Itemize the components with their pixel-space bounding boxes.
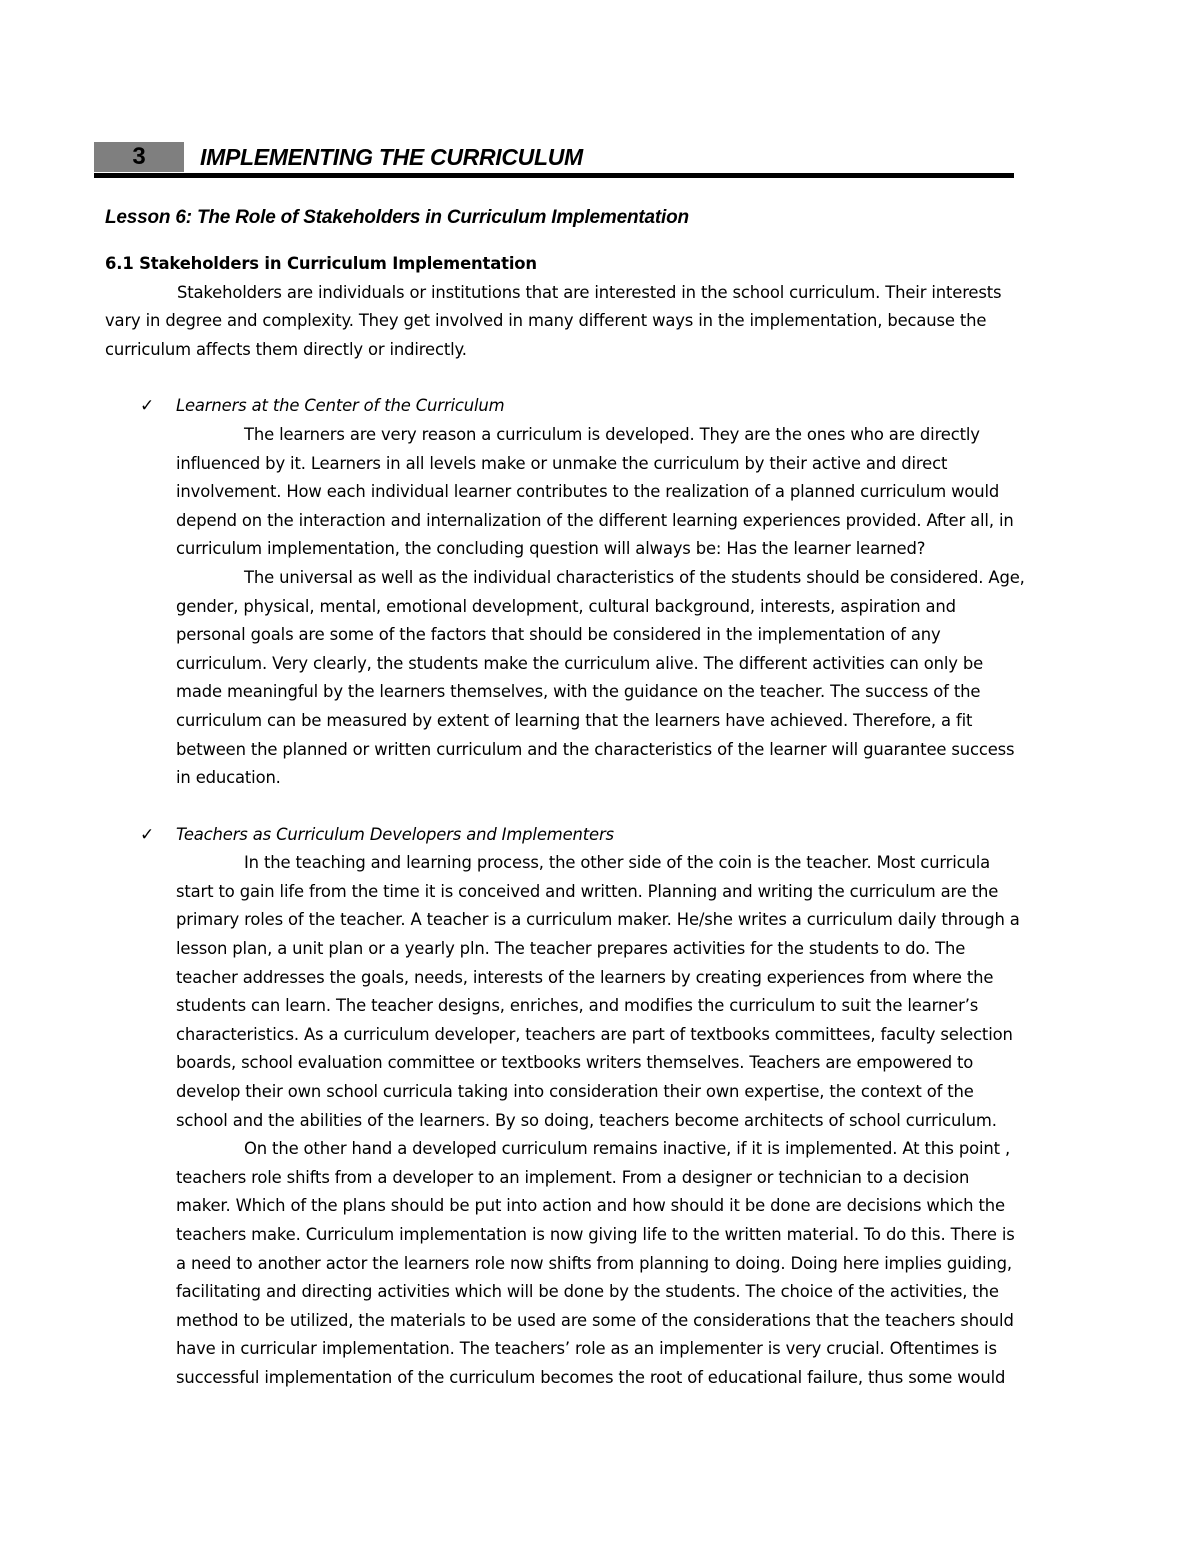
paragraph-line: successful implementation of the curriculum becomes the root of educational failure, thus some would <box>176 1367 1006 1387</box>
paragraph-line: characteristics. As a curriculum developer, teachers are part of textbooks committees, faculty selection <box>176 1024 1013 1044</box>
spacer <box>105 793 1100 821</box>
chapter-title: IMPLEMENTING THE CURRICULUM <box>200 144 583 170</box>
document-body <box>105 250 1100 1393</box>
learners-subheading <box>140 392 1100 421</box>
paragraph-line: The learners are very reason a curriculum is developed. They are the ones who are directly <box>244 424 980 444</box>
teachers-title: Teachers as Curriculum Developers and Implementers <box>176 824 614 844</box>
chapter-header <box>94 142 1014 178</box>
paragraph-line: method to be utilized, the materials to be used are some of the considerations that the teachers should <box>176 1310 1014 1330</box>
paragraph-line: Stakeholders are individuals or institutions that are interested in the school curriculum. Their interests <box>177 282 1002 302</box>
paragraph-line: boards, school evaluation committee or textbooks writers themselves. Teachers are empowered to <box>176 1053 974 1073</box>
paragraph-line: a need to another actor the learners role now shifts from planning to doing. Doing here implies guiding, <box>176 1253 1012 1273</box>
paragraph-line: depend on the interaction and internalization of the different learning experiences provided. After all, in <box>176 510 1014 530</box>
paragraph-line: teachers make. Curriculum implementation is now giving life to the written material. To do this. There is <box>176 1225 1015 1244</box>
paragraph-line: curriculum. Very clearly, the students make the curriculum alive. The different activities can only be <box>176 653 984 673</box>
paragraph-line: curriculum affects them directly or indirectly. <box>105 339 467 359</box>
paragraph-line: influenced by it. Learners in all levels make or unmake the curriculum by their active and direct <box>176 453 948 473</box>
paragraph-line: start to gain life from the time it is conceived and written. Planning and writing the curriculum are the <box>176 881 999 901</box>
paragraph-line: lesson plan, a unit plan or a yearly pln. The teacher prepares activities for the students to do. The <box>176 939 966 959</box>
teachers-section <box>105 821 1100 1393</box>
paragraph-line: On the other hand a developed curriculum remains inactive, if it is implemented. At this point , <box>244 1139 1011 1159</box>
header-rule <box>94 173 1014 178</box>
lesson-title: Lesson 6: The Role of Stakeholders in Curriculum Implementation <box>105 207 689 228</box>
teachers-subheading <box>140 821 1100 850</box>
paragraph-line: In the teaching and learning process, the other side of the coin is the teacher. Most curricula <box>244 853 991 873</box>
paragraph-line: gender, physical, mental, emotional development, cultural background, interests, aspiration and <box>176 596 956 616</box>
paragraph-line: school and the abilities of the learners. By so doing, teachers become architects of school curriculum. <box>176 1110 997 1130</box>
chapter-number: 3 <box>94 142 184 172</box>
check-icon: ✓ <box>140 396 155 417</box>
section-heading: 6.1 Stakeholders in Curriculum Implementation <box>105 254 537 273</box>
paragraph-line: facilitating and directing activities which will be done by the students. The choice of the activities, the <box>176 1282 999 1302</box>
check-icon: ✓ <box>140 824 155 845</box>
paragraph-line: teacher addresses the goals, needs, interests of the learners by creating experiences from where the <box>176 967 994 987</box>
paragraph-line: develop their own school curricula taking into consideration their own expertise, the context of the <box>176 1082 974 1102</box>
paragraph-line: personal goals are some of the factors that should be considered in the implementation of any <box>176 625 941 645</box>
paragraph-line: teachers role shifts from a developer to an implement. From a designer or technician to a decision <box>176 1167 970 1187</box>
paragraph-line: curriculum can be measured by extent of learning that the learners have achieved. Therefore, a fit <box>176 710 973 730</box>
paragraph-line: curriculum implementation, the concluding question will always be: Has the learner learned? <box>176 539 926 559</box>
paragraph-line: students can learn. The teacher designs, enriches, and modifies the curriculum to suit the learner’s <box>176 996 979 1016</box>
paragraph-line: have in curricular implementation. The teachers’ role as an implementer is very crucial. Oftentimes is <box>176 1339 997 1359</box>
paragraph-line: involvement. How each individual learner contributes to the realization of a planned curriculum would <box>176 482 1000 502</box>
paragraph-line: The universal as well as the individual characteristics of the students should be considered. Age, <box>244 567 1025 587</box>
paragraph-line: vary in degree and complexity. They get involved in many different ways in the implementation, because the <box>105 311 987 331</box>
paragraph-line: made meaningful by the learners themselves, with the guidance on the teacher. The success of the <box>176 682 981 702</box>
paragraph-line: maker. Which of the plans should be put into action and how should it be done are decisions which the <box>176 1196 1005 1216</box>
paragraph-line: between the planned or written curriculum and the characteristics of the learner will guarantee success <box>176 739 1015 759</box>
paragraph-line: primary roles of the teacher. A teacher is a curriculum maker. He/she writes a curriculum daily through a <box>176 910 1020 930</box>
paragraph-line: in education. <box>176 768 281 788</box>
learners-title: Learners at the Center of the Curriculum <box>176 396 505 416</box>
spacer <box>105 364 1100 392</box>
learners-section <box>105 392 1100 792</box>
